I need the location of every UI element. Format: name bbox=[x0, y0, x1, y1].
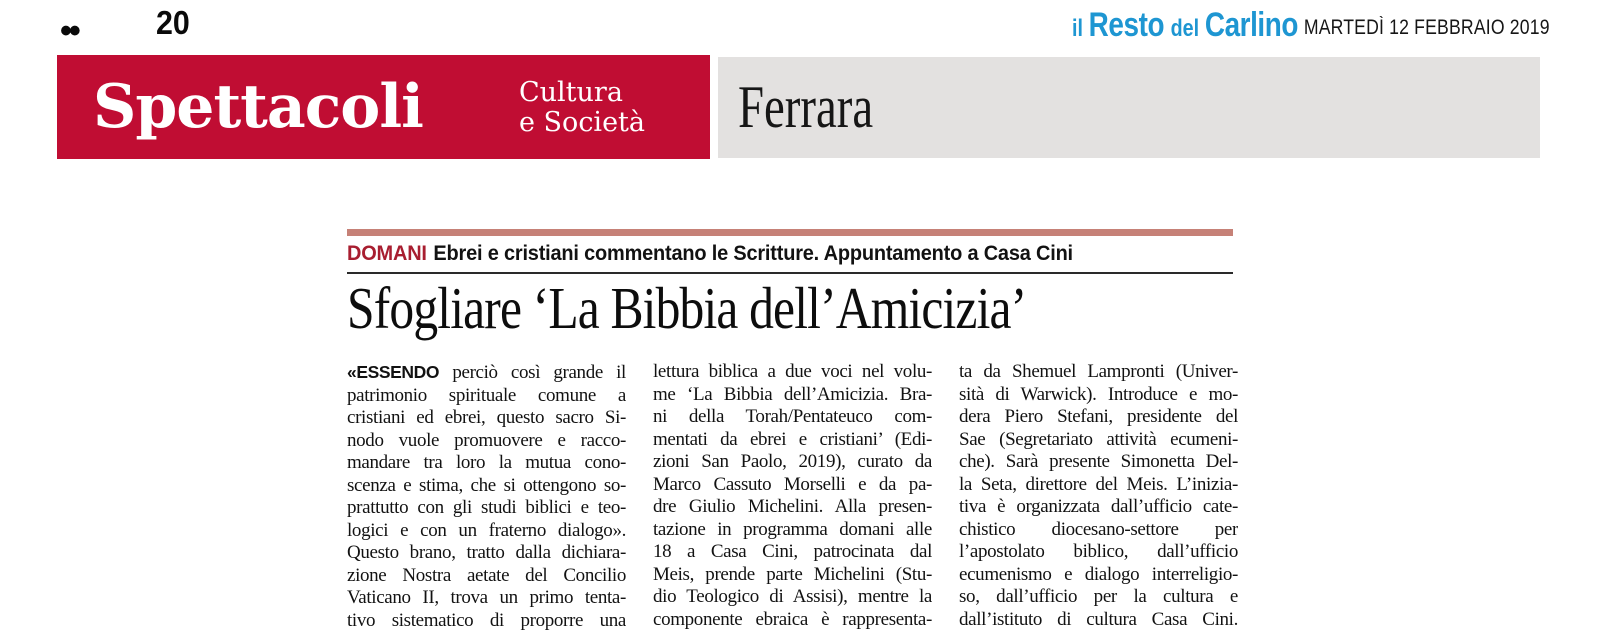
section-subtitle-line2: e Società bbox=[519, 107, 645, 138]
article-line: 18 a Casa Cini, patrocinata dal bbox=[653, 541, 932, 562]
article-line: dre Giulio Michelini. Alla presen- bbox=[653, 496, 932, 517]
article-line: zioni San Paolo, 2019), curato da bbox=[653, 451, 932, 472]
article-line: lettura biblica a due voci nel volu- bbox=[653, 361, 932, 382]
article-kicker bbox=[347, 242, 1073, 266]
local-edition-banner bbox=[718, 57, 1540, 158]
page-number: 20 bbox=[156, 4, 190, 41]
article-line: chistico diocesano-settore per bbox=[959, 518, 1238, 540]
local-edition-title: Ferrara bbox=[738, 74, 874, 140]
article-line: Meis, prende parte Michelini (Stu- bbox=[653, 563, 932, 585]
article-line: Marco Cassuto Morselli e da pa- bbox=[653, 473, 932, 495]
article-line: Questo brano, tratto dalla dichiara- bbox=[347, 542, 626, 563]
article-line: logici e con un fraterno dialogo». bbox=[347, 519, 626, 541]
article-line: nodo vuole promuovere e racco- bbox=[347, 429, 626, 451]
article-line: Vaticano II, trova un primo tenta- bbox=[347, 587, 626, 608]
article-line: ecumenismo e dialogo interreligio- bbox=[959, 563, 1238, 585]
article-line: scenza e stima, che si ottengono so- bbox=[347, 474, 626, 496]
section-banner bbox=[57, 55, 710, 159]
article-lead-in: «ESSENDO bbox=[347, 362, 440, 382]
article-line: la Seta, direttore del Meis. L’inizia- bbox=[959, 473, 1238, 495]
article-line: che). Sarà presente Simonetta Del- bbox=[959, 451, 1238, 472]
article-line: dall’istituto di cultura Casa Cini. bbox=[959, 608, 1238, 630]
article-line: so, dall’ufficio per la cultura e bbox=[959, 586, 1238, 607]
section-title: Spettacoli bbox=[93, 72, 423, 142]
article-column-2 bbox=[653, 361, 932, 632]
newspaper-logo bbox=[1072, 6, 1305, 45]
article-line: patrimonio spirituale comune a bbox=[347, 384, 626, 406]
article-line: mandare tra loro la mutua cono- bbox=[347, 452, 626, 473]
article-line: ni della Torah/Pentateuco com- bbox=[653, 406, 932, 427]
article-line: tiva è organizzata dall’ufficio cate- bbox=[959, 496, 1238, 517]
article-line: tivo sistematico di proporre una bbox=[347, 609, 626, 631]
article-line: prattutto con gli studi biblici e teo- bbox=[347, 497, 626, 518]
page-marker-dots-icon: •• bbox=[60, 12, 78, 50]
article-line: tazione in programma domani alle bbox=[653, 518, 932, 540]
kicker-highlight: DOMANI bbox=[347, 242, 427, 265]
section-subtitle bbox=[519, 78, 645, 138]
logo-word-resto: Resto bbox=[1088, 6, 1165, 44]
article-line: mentati da ebrei e cristiani’ (Edi- bbox=[653, 428, 932, 450]
article-line: cristiani ed ebrei, questo sacro Si- bbox=[347, 407, 626, 428]
article-line: «ESSENDO perciò così grande il bbox=[347, 362, 626, 383]
article-line: l’apostolato biblico, dall’ufficio bbox=[959, 541, 1238, 562]
article-line: componente ebraica è rappresenta- bbox=[653, 608, 932, 630]
article-columns bbox=[347, 361, 1238, 632]
article-line: zione Nostra aetate del Concilio bbox=[347, 564, 626, 586]
logo-word-del: del bbox=[1170, 15, 1200, 42]
logo-word-carlino: Carlino bbox=[1204, 6, 1299, 44]
article-column-3 bbox=[959, 361, 1238, 632]
article-line: dera Piero Stefani, presidente del bbox=[959, 406, 1238, 427]
article-headline: Sfogliare ‘La Bibbia dell’Amicizia’ bbox=[347, 275, 1027, 341]
section-subtitle-line1: Cultura bbox=[519, 77, 623, 108]
kicker-text: Ebrei e cristiani commentano le Scritture. Appuntamento a Casa Cini bbox=[433, 242, 1073, 265]
article-column-1 bbox=[347, 361, 626, 632]
edition-date: MARTEDÌ 12 FEBBRAIO 2019 bbox=[1304, 16, 1550, 39]
article-line: dio Teologico di Assisi), mentre la bbox=[653, 586, 932, 607]
article-line: ta da Shemuel Lampronti (Univer- bbox=[959, 361, 1238, 382]
logo-word-il: il bbox=[1072, 15, 1083, 42]
article-line: sità di Warwick). Introduce e mo- bbox=[959, 383, 1238, 405]
article-line: me ‘La Bibbia dell’Amicizia. Bra- bbox=[653, 383, 932, 405]
article-line: Sae (Segretariato attività ecumeni- bbox=[959, 428, 1238, 450]
kicker-top-rule bbox=[347, 229, 1233, 236]
